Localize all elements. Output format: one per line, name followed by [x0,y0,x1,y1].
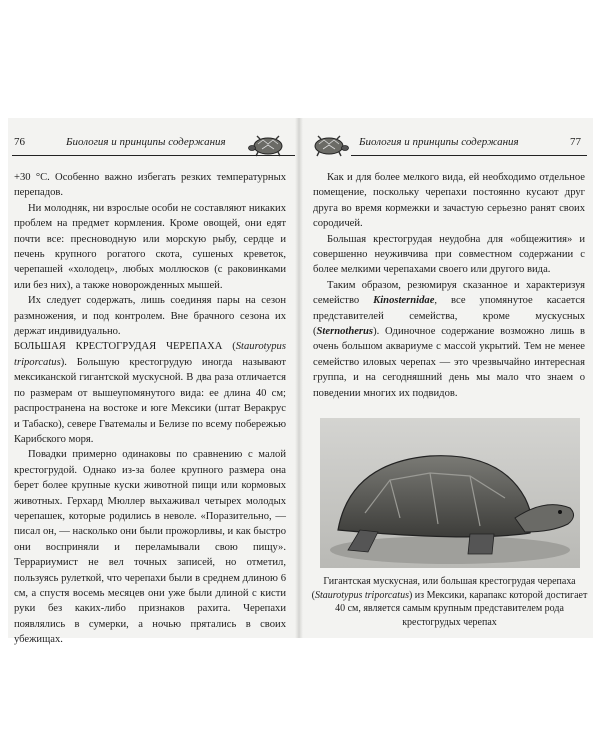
paragraph: Большую крестогрудую иногда называют мексиканской гигантской мускусной. В два раза отличается по размерам от вышеупомянутого вида: ее длина 40 см; распространена на востоке и юге Мексики (штат Веракрус и Табаско), севере Гватемалы и Белизе по всему побережью Карибского моря. [14,356,286,445]
caption-latin-name: Staurotypus triporcatus [314,589,409,601]
paragraph: Ни молодняк, ни взрослые особи не составляют никаких проблем на предмет кормления. Кроме овощей, они едят почти все: пресноводную или морскую рыбу, сердце и печень крупного рогатого скота, сушеных креветок, черепашей «холодец», любых моллюсков (с раковинками или без них), а также новорожденных мышей. [14,202,286,291]
summary-text: , все упомянутое касается представителей семейства, кроме мускусных ( [313,295,585,338]
summary-paragraph [313,278,585,401]
right-page-number: 77 [570,136,581,148]
book-gutter [295,118,303,638]
turtle-photo [320,418,580,568]
caption-text: Гигантская мускусная, или большая крестогрудая черепаха ( [311,576,576,601]
summary-text: Таким образом, резюмируя сказанное и характеризуя семейство [313,279,585,307]
turtle-illustration [320,418,580,568]
paragraph: Повадки примерно одинаковы по сравнению с малой крестогрудой. Однако из-за более крупного размера она берет более крупные куски животной пищи или кормовых животных. Герхард Мюллер выхаживал четырех молодых черепашек, которые родились в неволе. «Поразительно, — писал он, — насколько они были прожорливы, и как быстро они восприняли и переламывали свою пищу». Террариумист не вел точных записей, но отметил, пользуясь рулеткой, что черепахи были в среднем длиною 6 см, а спустя восемь месяцев они уже были длиной с кисти руки без каких-либо признаков рахита. Черепахи появлялись в сумерки, а ночью прятались в своих убежищах. [14,449,286,646]
paragraph: Как и для более мелкого вида, ей необходимо отдельное помещение, поскольку черепахи постоянно кусают друг друга во время кормежки и зачастую серьезно ранят своих сородичей. [313,172,585,230]
section-heading: БОЛЬШАЯ КРЕСТОГРУДАЯ ЧЕРЕПАХА [14,341,223,353]
left-body-text [14,170,286,648]
family-name: Kinosternidae [373,295,435,307]
right-body-text [313,170,585,401]
caption-text: ) из Мексики, карапакс которой достигает 40 см, является самым крупным представителем рода крестогрудых черепах [335,589,588,628]
photo-caption [311,575,588,629]
book-spread [8,118,593,646]
summary-text: ). Одиночное содержание возможно лишь в очень большом аквариуме с массой укрытий. Тем не менее семейство иловых черепах — это чрезвычайно интересная группа, и на сегодняшний день мы мало что знаем о поведении многих их подвидов. [313,326,585,399]
right-running-title: Биология и принципы содержания [359,136,519,148]
right-page [303,118,593,638]
paragraph: Их следует содержать, лишь соединяя пары на сезон размножения, и под контролем. Вне брачного сезона их держат индивидуально. [14,295,286,338]
right-header-rule [351,155,587,156]
left-header-rule [12,155,295,156]
left-page-number: 76 [14,136,25,148]
section-heading-line: БОЛЬШАЯ КРЕСТОГРУДАЯ ЧЕРЕПАХА (Staurotypus triporcatus). Большую крестогрудую иногда называют мексиканской гигантской мускусной. В два раза отличается по размерам от вышеупомянутого вида: ее длина 40 см; распространена на востоке и юге Мексики (штат Веракрус и Табаско), севере Гватемалы и Белизе по всему побережью Карибского моря. [14,341,286,445]
genus-name: Sternotherus [316,326,374,338]
latin-name: Staurotypus triporcatus [14,341,286,368]
left-page [8,118,295,646]
paragraph: +30 °С. Особенно важно избегать резких температурных перепадов. [14,172,286,199]
paragraph: Большая крестогрудая неудобна для «общежития» и совершенно неуживчива при совместном содержании с более мелкими черепахами своего или другого вида. [313,233,585,276]
left-running-title: Биология и принципы содержания [66,136,226,148]
